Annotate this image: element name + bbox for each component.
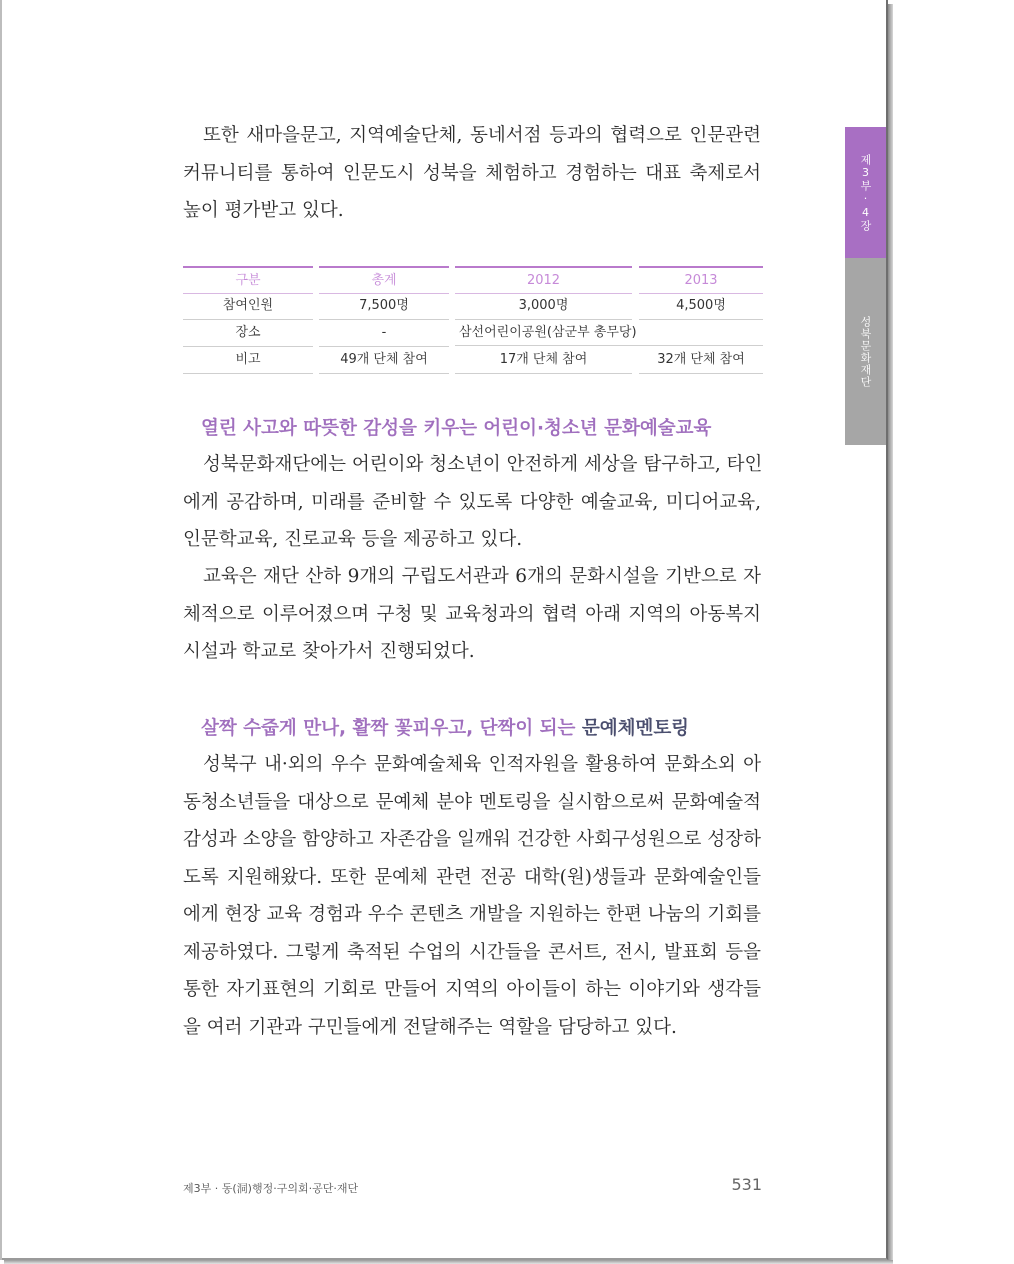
- section-heading-text: 열린 사고와 따뜻한 감성을 키우는 어린이·청소년 문화예술교육: [201, 418, 712, 439]
- page-shadow-bottom: [4, 1260, 893, 1264]
- paragraph-line: 체적으로 이루어졌으며 구청 및 교육청과의 협력 아래 지역의 아동복지: [183, 603, 761, 625]
- table-cell: 32개 단체 참여: [639, 347, 763, 374]
- paragraph-line: 에게 공감하며, 미래를 준비할 수 있도록 다양한 예술교육, 미디어교육,: [183, 491, 761, 513]
- paragraph-line: 통한 자기표현의 기회로 만들어 지역의 아이들이 하는 이야기와 생각들: [183, 979, 761, 1000]
- paragraph-line: 성북구 내·외의 우수 문화예술체육 인적자원을 활용하여 문화소외 아: [203, 754, 761, 775]
- section1-paragraph: [183, 446, 761, 559]
- table-header-row: [183, 266, 763, 293]
- paragraph-line: 성북문화재단에는 어린이와 청소년이 안전하게 세상을 탐구하고, 타인: [203, 454, 763, 475]
- table-cell: -: [319, 320, 449, 347]
- table-cell: 7,500명: [319, 293, 449, 320]
- paragraph-line: 교육은 재단 산하 9개의 구립도서관과 6개의 문화시설을 기반으로 자: [203, 566, 761, 587]
- section-heading: [201, 414, 711, 440]
- page-number: 531: [731, 1175, 762, 1194]
- table-row: [183, 320, 763, 347]
- table-cell: 참여인원: [183, 293, 313, 320]
- section1-paragraph-2: [183, 558, 761, 671]
- chapter-tab[interactable]: [845, 127, 886, 258]
- table-cell: 49개 단체 참여: [319, 347, 449, 374]
- page-left-edge: [0, 0, 2, 1260]
- table-cell: 4,500명: [639, 293, 763, 320]
- table-cell: 3,000명: [455, 293, 632, 320]
- paragraph-line: 제공하였다. 그렇게 축적된 수업의 시간들을 콘서트, 전시, 발표회 등을: [183, 941, 761, 963]
- paragraph-line: 시설과 학교로 찾아가서 진행되었다.: [183, 641, 475, 662]
- section-tab-label: 성북문화재단: [859, 315, 872, 388]
- table-cell: 비고: [183, 347, 313, 374]
- section-heading: [201, 714, 689, 740]
- table-row: [183, 347, 763, 374]
- paragraph-line: 에게 현장 교육 경험과 우수 콘텐츠 개발을 지원하는 한편 나눔의 기회를: [183, 904, 761, 925]
- table-header-cell: 구분: [183, 266, 313, 294]
- table-row: [183, 293, 763, 320]
- chapter-tab-label: 제3부·4장: [859, 153, 872, 232]
- paragraph-line: 감성과 소양을 함양하고 자존감을 일깨워 건강한 사회구성원으로 성장하: [183, 829, 761, 850]
- section2-paragraph: [183, 746, 761, 1046]
- table-cell: 장소: [183, 320, 313, 347]
- paragraph-line: 인문학교육, 진로교육 등을 제공하고 있다.: [183, 529, 523, 550]
- footer-running-title: 제3부 · 동(洞)행정·구의회·공단·재단: [183, 1182, 359, 1195]
- section-tab[interactable]: [845, 258, 886, 445]
- paragraph-line: 을 여러 기관과 구민들에게 전달해주는 역할을 담당하고 있다.: [183, 1016, 677, 1038]
- page-shadow-right: [888, 4, 893, 1262]
- paragraph-line: 동청소년들을 대상으로 문예체 분야 멘토링을 실시함으로써 문화예술적: [183, 791, 761, 813]
- table-cell: 17개 단체 참여: [455, 347, 632, 374]
- table-header-cell: 2013: [639, 266, 763, 294]
- table-header-cell: 총계: [319, 266, 449, 294]
- table-header-cell: 2012: [455, 266, 632, 294]
- intro-line: 또한 새마을문고, 지역예술단체, 동네서점 등과의 협력으로 인문관련: [203, 125, 761, 146]
- intro-line: 높이 평가받고 있다.: [183, 200, 344, 221]
- intro-paragraph: [183, 117, 761, 230]
- section-heading-emphasis: 문예체멘토링: [581, 718, 690, 739]
- section-heading-text: 살짝 수줍게 만나, 활짝 꽃피우고, 단짝이 되는: [201, 718, 582, 739]
- paragraph-line: 도록 지원해왔다. 또한 문예체 관련 전공 대학(원)생들과 문화예술인들: [183, 866, 761, 888]
- participation-table: [183, 266, 763, 374]
- intro-line: 커뮤니티를 통하여 인문도시 성북을 체험하고 경험하는 대표 축제로서: [183, 162, 761, 184]
- table-cell: 삼선어린이공원(삼군부 총무당): [455, 320, 763, 346]
